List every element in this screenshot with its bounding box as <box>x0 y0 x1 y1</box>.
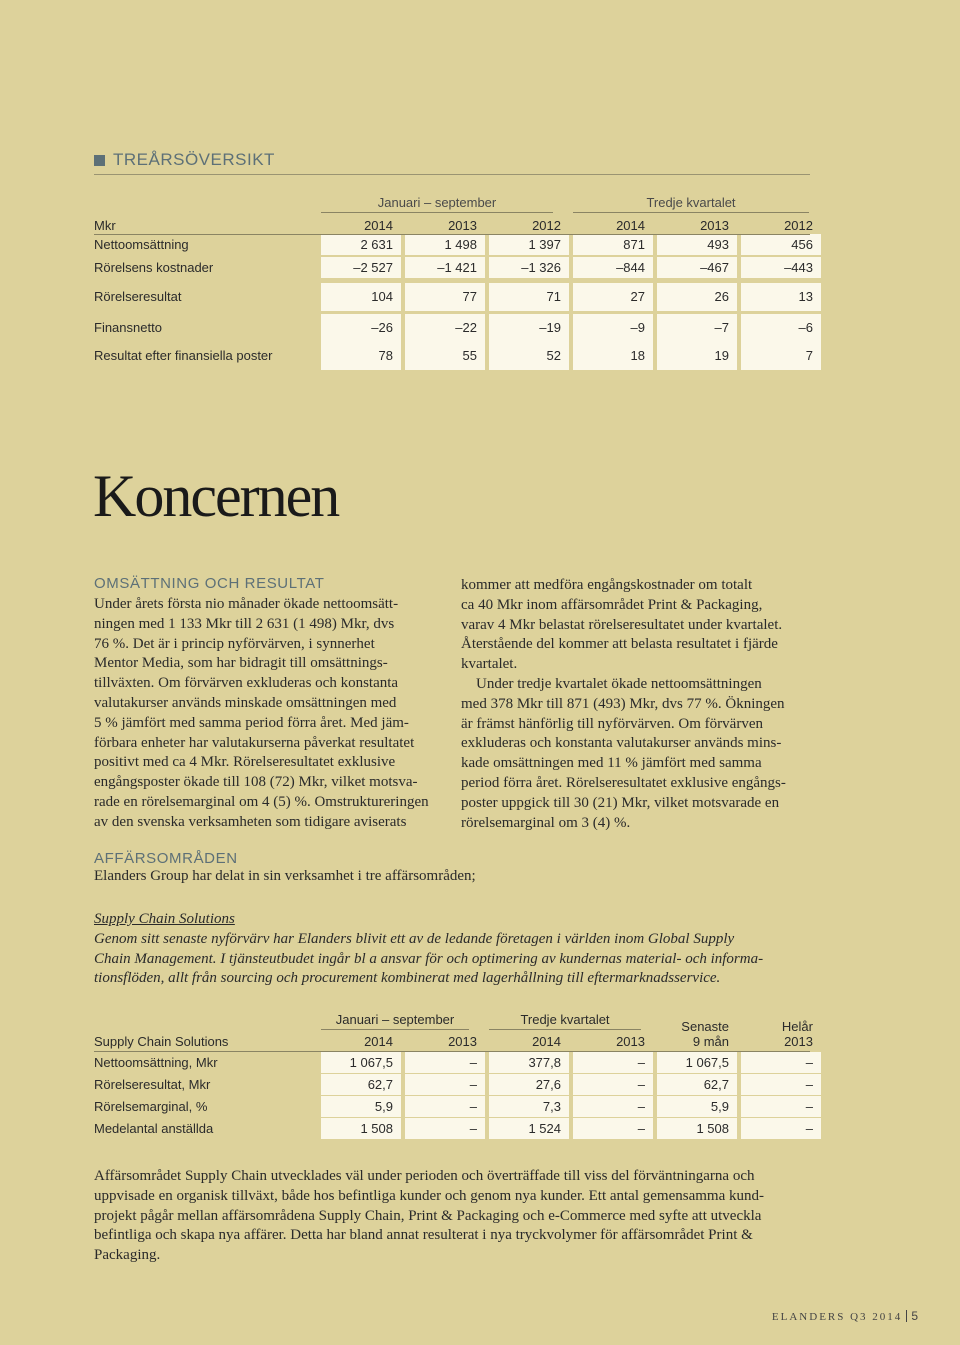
overview-group-q3: Tredje kvartalet <box>573 195 809 213</box>
text-line: uppvisade en organisk tillväxt, både hos befintliga kunder och genom nya kunder. Ett antal gemensamma kund- <box>94 1187 764 1204</box>
closing-paragraph <box>94 1167 854 1266</box>
text-line: Återstående del kommer att belasta resultatet i fjärde <box>461 636 778 653</box>
affarsomraden-intro: Elanders Group har delat in sin verksamhet i tre affärsområden; <box>94 868 476 884</box>
scs-cell: – <box>405 1074 485 1095</box>
text-line: varav 4 Mkr belastat rörelseresultatet under kvartalet. <box>461 616 783 633</box>
omsattning-left-column <box>94 575 444 833</box>
overview-cell: 7 <box>741 342 821 370</box>
scs-cell: 1 524 <box>489 1118 569 1139</box>
scs-cell: 5,9 <box>321 1096 401 1117</box>
scs-row-label: Rörelsemarginal, % <box>94 1099 208 1114</box>
text-line: med 378 Mkr till 871 (493) Mkr, dvs 77 %. Ökningen <box>461 695 785 712</box>
scs-cell: 1 067,5 <box>321 1052 401 1073</box>
scs-cell: 27,6 <box>489 1074 569 1095</box>
overview-cell: –1 421 <box>405 257 485 278</box>
scs-header-col: 2014 <box>364 1034 393 1049</box>
omsattning-right-text-2 <box>461 675 821 833</box>
overview-cell: 871 <box>573 234 653 255</box>
scs-cell: – <box>573 1096 653 1117</box>
overview-row-label: Rörelseresultat <box>94 289 182 304</box>
page-footer <box>772 1309 918 1323</box>
scs-header-label: Supply Chain Solutions <box>94 1034 229 1049</box>
scs-header-col: 2014 <box>532 1034 561 1049</box>
scs-row-label: Nettoomsättning, Mkr <box>94 1055 218 1070</box>
page-number: 5 <box>911 1309 918 1323</box>
overview-cell: 2 631 <box>321 234 401 255</box>
overview-cell: 1 498 <box>405 234 485 255</box>
scs-cell: 7,3 <box>489 1096 569 1117</box>
text-line: Under tredje kvartalet ökade nettoomsättningen <box>476 675 762 692</box>
text-line: rade en rörelsemarginal om 4 (5) %. Omstruktureringen <box>94 793 429 810</box>
overview-cell: –2 527 <box>321 257 401 278</box>
text-line: är främst hänförlig till nyförvärven. Om förvärven <box>461 715 763 732</box>
text-line: positivt med ca 4 Mkr. Rörelseresultatet exklusive <box>94 754 396 771</box>
affarsomraden-title: AFFÄRSOMRÅDEN <box>94 850 238 867</box>
scs-cell: – <box>405 1096 485 1117</box>
page-heading: Koncernen <box>93 463 339 529</box>
scs-cell: – <box>741 1074 821 1095</box>
scs-cell: – <box>405 1118 485 1139</box>
overview-header-label: Mkr <box>94 218 116 233</box>
overview-cell: 77 <box>405 283 485 311</box>
scs-cell: – <box>741 1118 821 1139</box>
scs-group-q3: Tredje kvartalet <box>489 1012 641 1030</box>
overview-cell: –443 <box>741 257 821 278</box>
overview-cell: –467 <box>657 257 737 278</box>
scs-cell: 62,7 <box>321 1074 401 1095</box>
scs-cell: – <box>741 1096 821 1117</box>
scs-header-col: 2013 <box>448 1034 477 1049</box>
overview-header-col: 2014 <box>364 218 393 233</box>
scs-section <box>94 910 894 989</box>
overview-cell: 493 <box>657 234 737 255</box>
text-line: poster uppgick till 30 (21) Mkr, vilket motsvarade en <box>461 794 780 811</box>
overview-header-col: 2012 <box>784 218 813 233</box>
overview-cell: 456 <box>741 234 821 255</box>
scs-description <box>94 930 894 989</box>
text-line: av den svenska verksamheten som tidigare aviserats <box>94 813 407 830</box>
footer-brand: ELANDERS Q3 2014 <box>771 1311 903 1323</box>
overview-row-label: Rörelsens kostnader <box>94 260 214 275</box>
affarsomraden-section <box>94 850 854 887</box>
scs-cell: 377,8 <box>489 1052 569 1073</box>
scs-cell: – <box>405 1052 485 1073</box>
text-line: rörelsemarginal om 3 (4) %. <box>461 814 631 831</box>
text-line: befintliga och skapa nya affärer. Detta har bland annat resulterat i nya tryckvolymer för affärsområdet Print & <box>94 1227 753 1244</box>
scs-title: Supply Chain Solutions <box>94 911 235 927</box>
overview-cell: –26 <box>321 314 401 342</box>
overview-cell: 1 397 <box>489 234 569 255</box>
text-line: ca 40 Mkr inom affärsområdet Print & Packaging, <box>461 596 763 613</box>
overview-group-jan-sep: Januari – september <box>321 195 553 213</box>
scs-col-helar: Helår <box>781 1019 813 1034</box>
scs-cell: – <box>741 1052 821 1073</box>
text-line: Genom sitt senaste nyförvärv har Elanders blivit ett av de ledande företagen i världen inom Global Supply <box>94 930 735 947</box>
overview-cell: –22 <box>405 314 485 342</box>
scs-cell: – <box>573 1052 653 1073</box>
overview-cell: –1 326 <box>489 257 569 278</box>
scs-cell: 1 067,5 <box>657 1052 737 1073</box>
overview-cell: –9 <box>573 314 653 342</box>
overview-header-col: 2013 <box>700 218 729 233</box>
scs-cell: 1 508 <box>657 1118 737 1139</box>
text-line: tionsflöden, allt från sourcing och procurement kombinerat med lagerhållning till eftermarknadsservice. <box>94 970 721 987</box>
scs-col-senaste: Senaste <box>681 1019 729 1034</box>
overview-cell: –844 <box>573 257 653 278</box>
scs-cell: 62,7 <box>657 1074 737 1095</box>
text-line: tillväxten. Om förvärven exkluderas och konstanta <box>94 675 399 692</box>
overview-cell: –6 <box>741 314 821 342</box>
overview-header-col: 2013 <box>448 218 477 233</box>
omsattning-left-text <box>94 595 444 833</box>
scs-cell: – <box>573 1118 653 1139</box>
section-title: TREÅRSÖVERSIKT <box>113 150 275 169</box>
omsattning-right-text <box>461 576 821 675</box>
overview-row-label: Nettoomsättning <box>94 237 189 252</box>
overview-header-col: 2012 <box>532 218 561 233</box>
overview-cell: 104 <box>321 283 401 311</box>
footer-divider <box>906 1310 907 1322</box>
overview-cell: 71 <box>489 283 569 311</box>
overview-row-label: Resultat efter finansiella poster <box>94 348 273 363</box>
scs-cell: – <box>573 1074 653 1095</box>
overview-header-rule <box>94 234 810 235</box>
overview-cell: 13 <box>741 283 821 311</box>
overview-cell: 18 <box>573 342 653 370</box>
omsattning-title: OMSÄTTNING OCH RESULTAT <box>94 575 325 592</box>
text-line: projekt pågår mellan affärsområdena Supply Chain, Print & Packaging och e-Commerce med syfte att utveckla <box>94 1207 762 1224</box>
text-line: kommer att medföra engångskostnader om totalt <box>461 577 753 593</box>
scs-group-jan-sep: Januari – september <box>321 1012 469 1030</box>
section-header <box>94 150 810 175</box>
text-line: Chain Management. I tjänsteutbudet ingår bl a ansvar för och optimering av kundernas material- och informa- <box>94 950 764 967</box>
text-line: Under årets första nio månader ökade nettoomsätt- <box>94 596 399 612</box>
overview-row-label: Finansnetto <box>94 320 162 335</box>
overview-cell: 78 <box>321 342 401 370</box>
scs-row-label: Medelantal anställda <box>94 1121 214 1136</box>
overview-cell: 55 <box>405 342 485 370</box>
text-line: Packaging. <box>94 1247 161 1264</box>
section-square-icon <box>94 155 105 166</box>
scs-row-label: Rörelseresultat, Mkr <box>94 1077 211 1092</box>
overview-header-col: 2014 <box>616 218 645 233</box>
scs-header-col: 2013 <box>784 1034 813 1049</box>
text-line: exkluderas och konstanta valutakurser används mins- <box>461 735 782 752</box>
text-line: ningen med 1 133 Mkr till 2 631 (1 498) Mkr, dvs <box>94 615 395 632</box>
overview-cell: 26 <box>657 283 737 311</box>
text-line: 76 %. Det är i princip nyförvärven, i synnerhet <box>94 635 375 652</box>
scs-header-col: 9 mån <box>692 1034 729 1049</box>
scs-cell: 5,9 <box>657 1096 737 1117</box>
overview-cell: –19 <box>489 314 569 342</box>
text-line: förbara enheter har valutakurserna påverkat resultatet <box>94 734 415 751</box>
text-line: 5 % jämfört med samma period förra året. Med jäm- <box>94 714 409 731</box>
scs-header-col: 2013 <box>616 1034 645 1049</box>
text-line: period förra året. Rörelseresultatet exklusive engångs- <box>461 774 786 791</box>
omsattning-right-column <box>461 576 821 833</box>
overview-cell: 52 <box>489 342 569 370</box>
scs-cell: 1 508 <box>321 1118 401 1139</box>
text-line: Mentor Media, som har bidragit till omsättnings- <box>94 655 388 672</box>
overview-cell: 27 <box>573 283 653 311</box>
overview-cell: –7 <box>657 314 737 342</box>
text-line: engångsposter ökade till 108 (72) Mkr, vilket motsva- <box>94 774 418 791</box>
text-line: valutakurser används minskade omsättningen med <box>94 694 397 711</box>
text-line: kade omsättningen med 11 % jämfört med samma <box>461 755 762 772</box>
text-line: Affärsområdet Supply Chain utvecklades väl under perioden och överträffade till viss del förväntningarna och <box>94 1168 755 1184</box>
overview-cell: 19 <box>657 342 737 370</box>
text-line: kvartalet. <box>461 656 518 673</box>
